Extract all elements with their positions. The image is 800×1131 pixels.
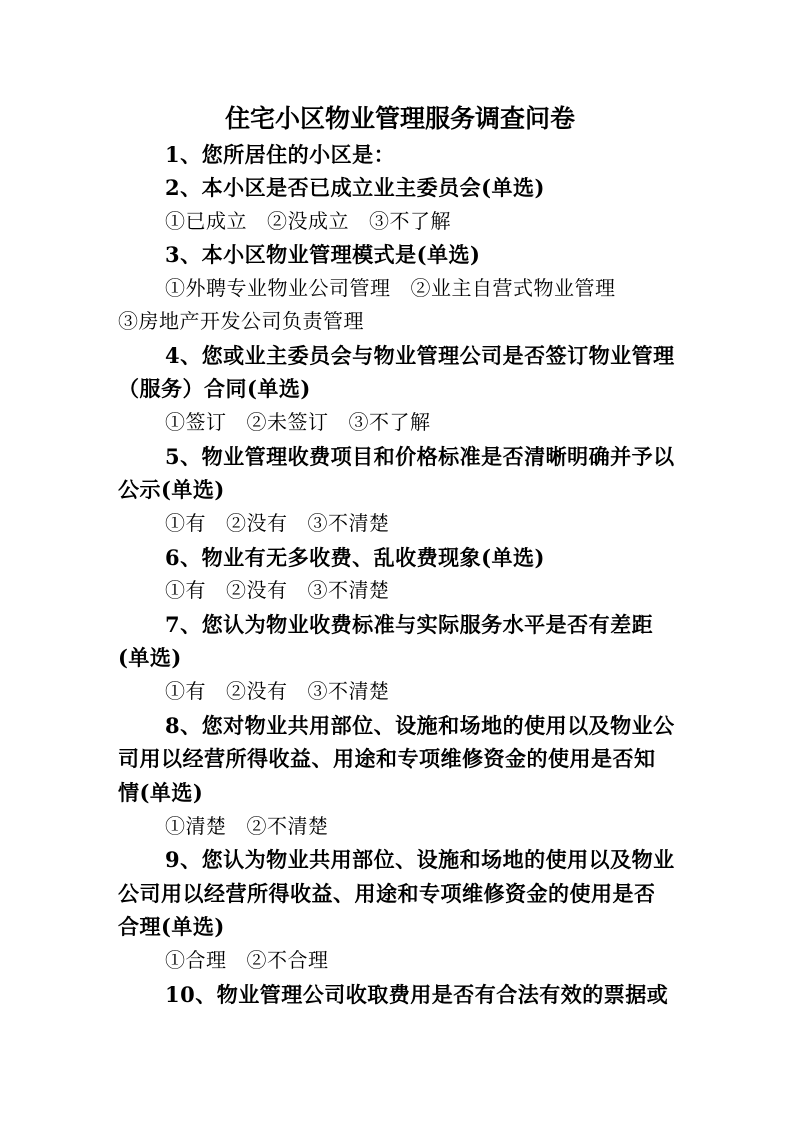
question-9: 9、您认为物业共用部位、设施和场地的使用以及物业	[165, 847, 675, 872]
question-3-options-wrap	[118, 305, 364, 338]
question-7-continued: (单选)	[118, 645, 182, 670]
question-7: 7、您认为物业收费标准与实际服务水平是否有差距	[165, 612, 654, 637]
question-6: 6、物业有无多收费、乱收费现象(单选)	[165, 545, 545, 570]
option-text: ①签订	[165, 410, 227, 434]
question-8-continued: 司用以经营所得收益、用途和专项维修资金的使用是否知	[118, 746, 656, 771]
option-text: ①外聘专业物业公司管理	[165, 276, 391, 300]
option-text: ③不了解	[369, 209, 451, 233]
option-text: ②没有	[226, 511, 288, 535]
option-text: ①清楚	[165, 814, 227, 838]
option-text: ②没有	[226, 578, 288, 602]
question-4-options	[165, 406, 431, 439]
question-1: 1、您所居住的小区是：	[165, 142, 396, 167]
option-text: ③不清楚	[307, 679, 390, 703]
question-2-options	[165, 205, 451, 238]
question-3-options	[165, 272, 616, 305]
question-5: 5、物业管理收费项目和价格标准是否清晰明确并予以	[165, 444, 675, 469]
option-text: ③不了解	[348, 410, 431, 434]
option-text: ②没成立	[267, 209, 349, 233]
option-text: ①合理	[165, 948, 227, 972]
question-9-continued: 合理(单选)	[118, 914, 225, 939]
question-8-options	[165, 810, 329, 843]
option-text: ①已成立	[165, 209, 247, 233]
question-5-continued: 公示(单选)	[118, 477, 225, 502]
question-7-options	[165, 675, 390, 708]
option-text: ③不清楚	[307, 578, 390, 602]
question-8-continued: 情(单选)	[118, 780, 204, 805]
option-text: ②业主自营式物业管理	[410, 276, 616, 300]
question-3: 3、本小区物业管理模式是(单选)	[165, 242, 481, 267]
question-4-continued: （服务）合同(单选)	[118, 376, 311, 401]
question-2: 2、本小区是否已成立业主委员会(单选)	[165, 175, 545, 200]
option-text: ①有	[165, 511, 206, 535]
option-text: ②没有	[226, 679, 288, 703]
document-title: 住宅小区物业管理服务调查问卷	[224, 104, 575, 133]
option-text: ③不清楚	[307, 511, 390, 535]
question-9-options	[165, 944, 329, 977]
question-4: 4、您或业主委员会与物业管理公司是否签订物业管理	[165, 343, 675, 368]
option-text: ①有	[165, 679, 206, 703]
question-10: 10、物业管理公司收取费用是否有合法有效的票据或	[165, 982, 669, 1007]
option-text: ①有	[165, 578, 206, 602]
option-text: ②未签订	[246, 410, 329, 434]
question-5-options	[165, 507, 390, 540]
option-text: ②不合理	[246, 948, 329, 972]
question-9-continued: 公司用以经营所得收益、用途和专项维修资金的使用是否	[118, 881, 656, 906]
question-6-options	[165, 574, 390, 607]
option-text: ②不清楚	[246, 814, 329, 838]
question-8: 8、您对物业共用部位、设施和场地的使用以及物业公	[165, 713, 675, 738]
option-text: ③房地产开发公司负责管理	[118, 309, 364, 333]
